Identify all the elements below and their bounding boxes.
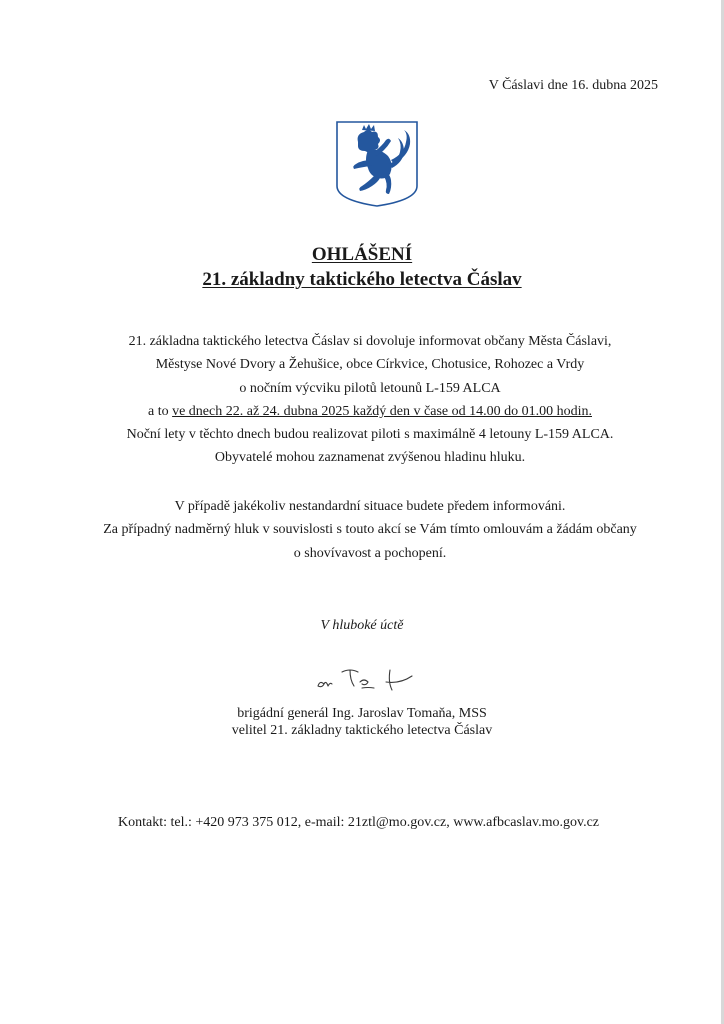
paragraph-line: 21. základna taktického letectva Čáslav si dovoluje informovat občany Města Čáslavi, [128, 334, 612, 349]
paragraph-line: o shovívavost a pochopení. [293, 545, 447, 561]
handwritten-signature [312, 660, 422, 696]
paragraph-apology [60, 495, 680, 565]
document-title: OHLÁŠENÍ [311, 244, 413, 265]
paragraph-line: o nočním výcviku pilotů letounů L-159 ALCA [239, 380, 501, 396]
document-subtitle: 21. základny taktického letectva Čáslav [202, 269, 522, 290]
announcement-heading [0, 242, 724, 292]
dates-prefix: a to [147, 403, 173, 419]
place-date: V Čáslavi dne 16. dubna 2025 [488, 78, 658, 93]
dates-underlined: ve dnech 22. až 24. dubna 2025 každý den v čase od 14.00 do 01.00 hodin. [172, 403, 592, 419]
paragraph-line: Noční lety v těchto dnech budou realizovat piloti s maximálně 4 letouny L-159 ALCA. [126, 427, 614, 443]
signatory-block [0, 705, 724, 739]
paragraph-line-dates [60, 400, 680, 423]
paragraph-line: Městyse Nové Dvory a Žehušice, obce Církvice, Chotusice, Rohozec a Vrdy [155, 357, 585, 373]
paragraph-line: Za případný nadměrný hluk v souvislosti s touto akcí se Vám tímto omlouvám a žádám občany [103, 522, 637, 538]
lion-crest-emblem [334, 120, 420, 208]
paragraph-line: V případě jakékoliv nestandardní situace budete předem informováni. [174, 499, 566, 514]
paragraph-line: Obyvatelé mohou zaznamenat zvýšenou hladinu hluku. [214, 450, 526, 466]
contact-line: Kontakt: tel.: +420 973 375 012, e-mail: 21ztl@mo.gov.cz, www.afbcaslav.mo.gov.cz [118, 815, 599, 830]
paragraph-main [60, 330, 680, 470]
closing-phrase: V hluboké úctě [320, 618, 404, 633]
signatory-position: velitel 21. základny taktického letectva Čáslav [231, 723, 493, 738]
signatory-name: brigádní generál Ing. Jaroslav Tomaňa, MSS [237, 706, 487, 721]
